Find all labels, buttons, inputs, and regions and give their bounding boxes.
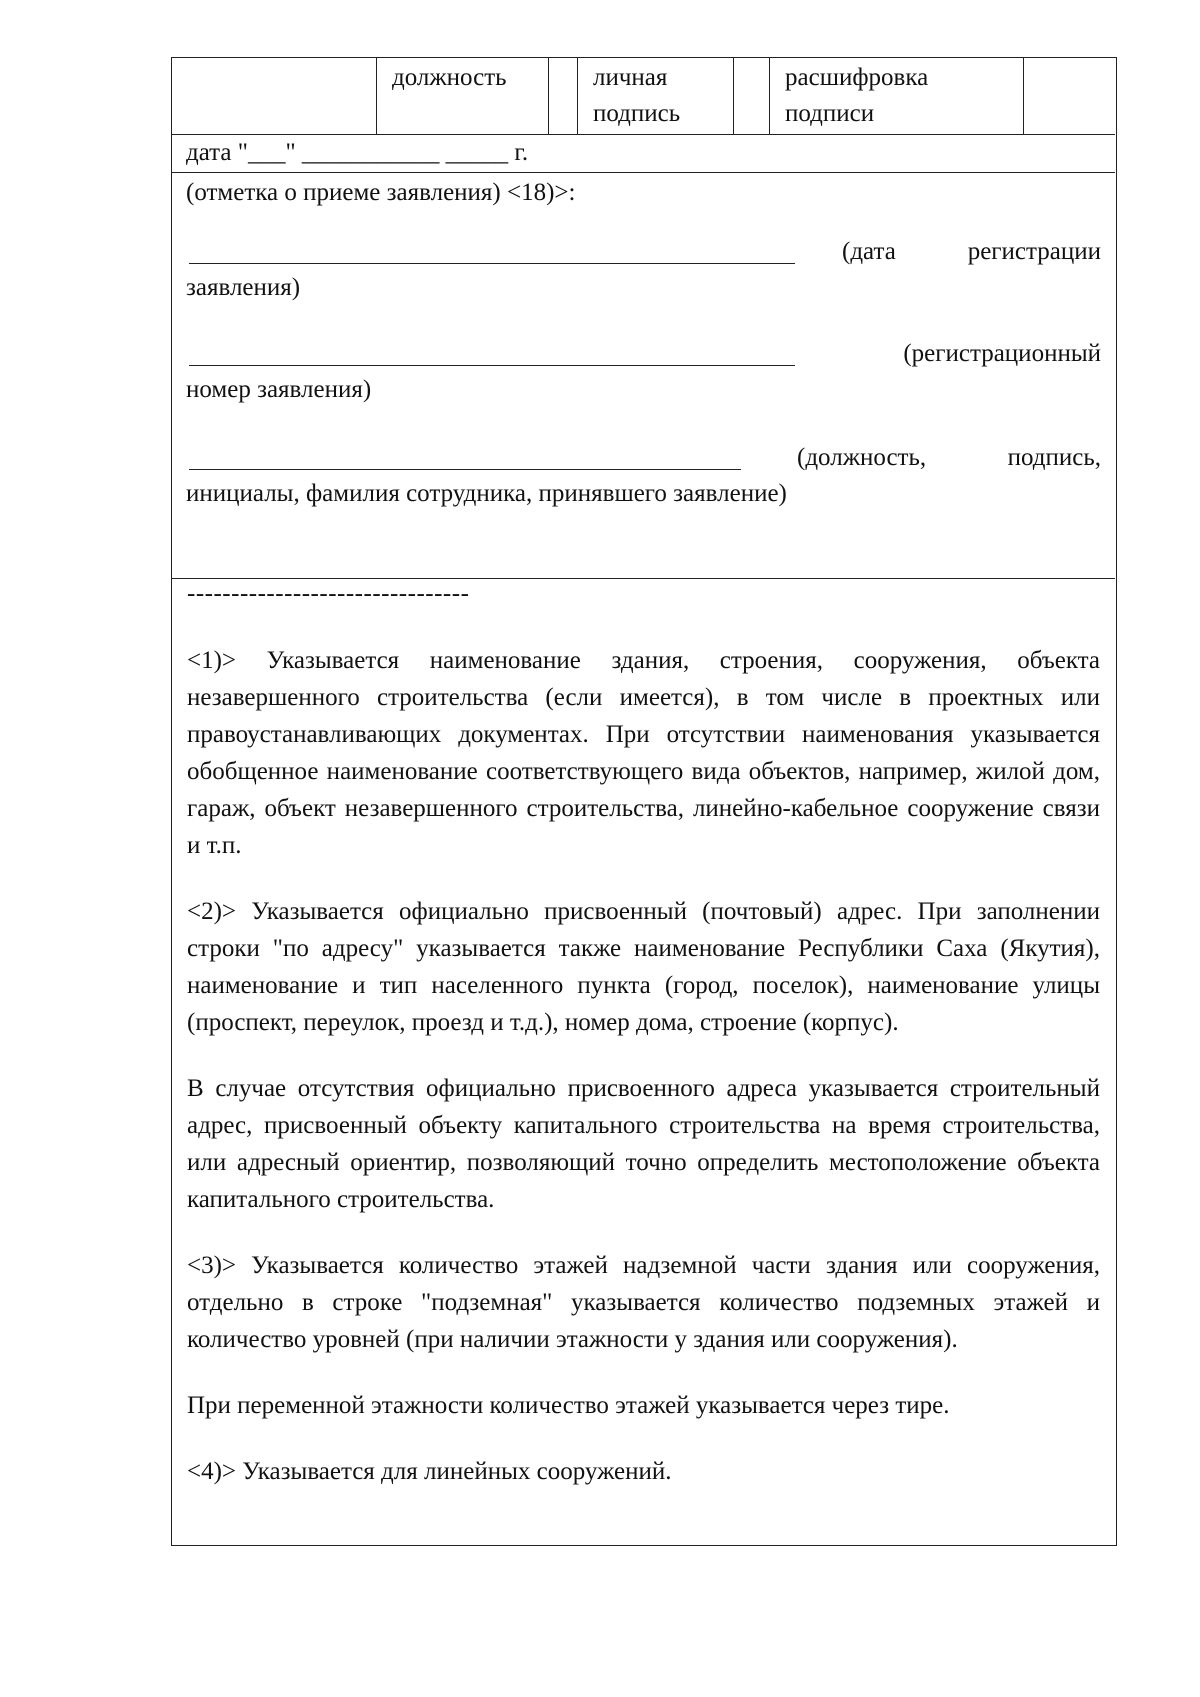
date-line: дата "___" ___________ _____ г.: [172, 135, 1115, 173]
column-divider: [548, 58, 549, 134]
reg-date-label: [842, 234, 1101, 270]
column-divider: [769, 58, 770, 134]
registration-heading: (отметка о приеме заявления) <18)>:: [186, 179, 576, 206]
reg-number-continuation: номер заявления): [186, 376, 372, 403]
reg-date-word: регистрации: [967, 238, 1101, 265]
staff-word: подпись,: [1007, 444, 1101, 471]
footnote-3-continuation: При переменной этажности количество этажей указывается через тире.: [187, 1392, 950, 1419]
staff-underline: [189, 469, 741, 470]
footnote-3: <3)> Указывается количество этажей надземной части здания или сооружения, отдельно в строке "подземная" указывается количество подземных этажей и количество уровней (при наличии этажности у здания или сооружения).: [187, 1252, 1100, 1353]
signature-decoding-label: расшифровка подписи: [785, 64, 929, 127]
footnote-1: <1)> Указывается наименование здания, строения, сооружения, объекта незавершенного строительства (если имеется), в том числе в проектных или правоустанавливающих документах. При отсутствии наименования указывается обобщенное наименование соответствующего вида объектов, например, жилой дом, гараж, объект незавершенного строительства, линейно-кабельное сооружение связи и т.п.: [187, 647, 1100, 859]
column-divider: [1023, 58, 1024, 134]
reg-number-underline: [189, 365, 795, 366]
column-divider: [577, 58, 578, 134]
reg-number-label: (регистрационный: [903, 340, 1101, 367]
footnote-separator: --------------------------------: [187, 580, 470, 607]
footnote-2-continuation: В случае отсутствия официально присвоенного адреса указывается строительный адрес, присвоенный объекту капитального строительства на время строительства, или адресный ориентир, позволяющий точно определить местоположение объекта капитального строительства.: [187, 1075, 1100, 1213]
form-frame: [171, 57, 1117, 1546]
position-label: должность: [392, 64, 507, 91]
footnote-2: <2)> Указывается официально присвоенный (почтовый) адрес. При заполнении строки "по адресу" указывается также наименование Республики Саха (Якутия), наименование и тип населенного пункта (город, поселок), наименование улицы (проспект, переулок, проезд и т.д.), номер дома, строение (корпус).: [187, 898, 1100, 1036]
column-divider: [376, 58, 377, 134]
staff-continuation: инициалы, фамилия сотрудника, принявшего заявление): [186, 480, 787, 507]
footnote-4: <4)> Указывается для линейных сооружений.: [187, 1458, 672, 1485]
signature-label: личная подпись: [593, 64, 681, 127]
reg-date-word: (дата: [842, 238, 896, 265]
column-divider: [733, 58, 734, 134]
reg-date-continuation: заявления): [186, 274, 301, 301]
signature-row: [172, 58, 1115, 135]
staff-label: [797, 440, 1101, 476]
registration-block: [172, 173, 1115, 579]
staff-word: (должность,: [797, 444, 927, 471]
footnotes: [172, 579, 1115, 1490]
reg-date-underline: [189, 263, 795, 264]
